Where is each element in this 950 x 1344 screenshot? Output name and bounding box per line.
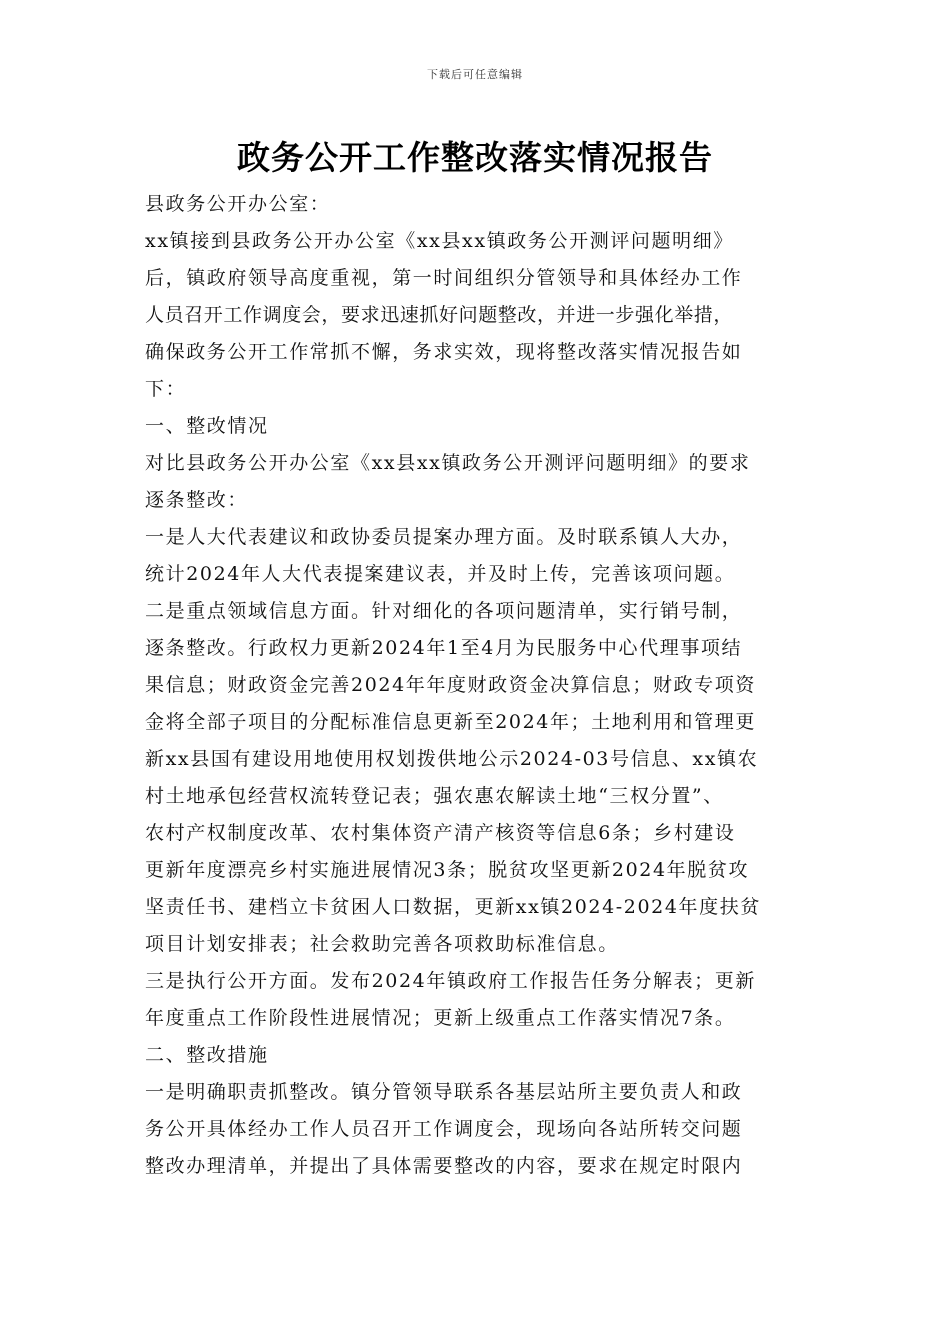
paragraph-line: 确保政务公开工作常抓不懈，务求实效，现将整改落实情况报告如 xyxy=(145,341,743,363)
paragraph-line: 对比县政务公开办公室《xx县xx镇政务公开测评问题明细》的要求 xyxy=(145,452,751,474)
paragraph-line: 三是执行公开方面。发布2024年镇政府工作报告任务分解表；更新 xyxy=(145,970,756,992)
paragraph-line: 逐条整改： xyxy=(145,489,249,511)
paragraph-line: 一是明确职责抓整改。镇分管领导联系各基层站所主要负责人和政 xyxy=(145,1081,743,1103)
paragraph-line: 一是人大代表建议和政协委员提案办理方面。及时联系镇人大办， xyxy=(145,526,743,548)
paragraph-line: 项目计划安排表；社会救助完善各项救助标准信息。 xyxy=(145,933,619,955)
paragraph-line: 果信息；财政资金完善2024年年度财政资金决算信息；财政专项资 xyxy=(145,674,756,696)
paragraph-line: 逐条整改。行政权力更新2024年1至4月为民服务中心代理事项结 xyxy=(145,637,743,659)
paragraph-line: xx镇接到县政务公开办公室《xx县xx镇政务公开测评问题明细》 xyxy=(145,230,734,252)
document-title: 政务公开工作整改落实情况报告 xyxy=(237,138,713,177)
salutation-line: 县政务公开办公室： xyxy=(145,193,331,215)
header-note: 下载后可任意编辑 xyxy=(427,68,523,81)
paragraph-line: 二是重点领域信息方面。针对细化的各项问题清单，实行销号制， xyxy=(145,600,743,622)
paragraph-line: 坚责任书、建档立卡贫困人口数据，更新xx镇2024-2024年度扶贫 xyxy=(145,896,761,918)
paragraph-line: 年度重点工作阶段性进展情况；更新上级重点工作落实情况7条。 xyxy=(145,1007,736,1029)
paragraph-line: 后，镇政府领导高度重视，第一时间组织分管领导和具体经办工作 xyxy=(145,267,743,289)
paragraph-line: 村土地承包经营权流转登记表；强农惠农解读土地“三权分置”、 xyxy=(145,785,724,807)
paragraph-line: 务公开具体经办工作人员召开工作调度会，现场向各站所转交问题 xyxy=(145,1118,743,1140)
paragraph-line: 农村产权制度改革、农村集体资产清产核资等信息6条；乡村建设 xyxy=(145,822,736,844)
paragraph-line: 新xx县国有建设用地使用权划拨供地公示2024-03号信息、xx镇农 xyxy=(145,748,759,770)
section-heading: 一、整改情况 xyxy=(145,415,269,437)
paragraph-line: 人员召开工作调度会，要求迅速抓好问题整改，并进一步强化举措， xyxy=(145,304,734,326)
section-heading: 二、整改措施 xyxy=(145,1044,269,1066)
paragraph-line: 整改办理清单，并提出了具体需要整改的内容，要求在规定时限内 xyxy=(145,1155,743,1177)
paragraph-line: 下： xyxy=(145,378,187,400)
paragraph-line: 更新年度漂亮乡村实施进展情况3条；脱贫攻坚更新2024年脱贫攻 xyxy=(145,859,750,881)
document-body xyxy=(145,186,817,1185)
paragraph-line: 统计2024年人大代表提案建议表，并及时上传，完善该项问题。 xyxy=(145,563,736,585)
paragraph-line: 金将全部子项目的分配标准信息更新至2024年；土地利用和管理更 xyxy=(145,711,756,733)
